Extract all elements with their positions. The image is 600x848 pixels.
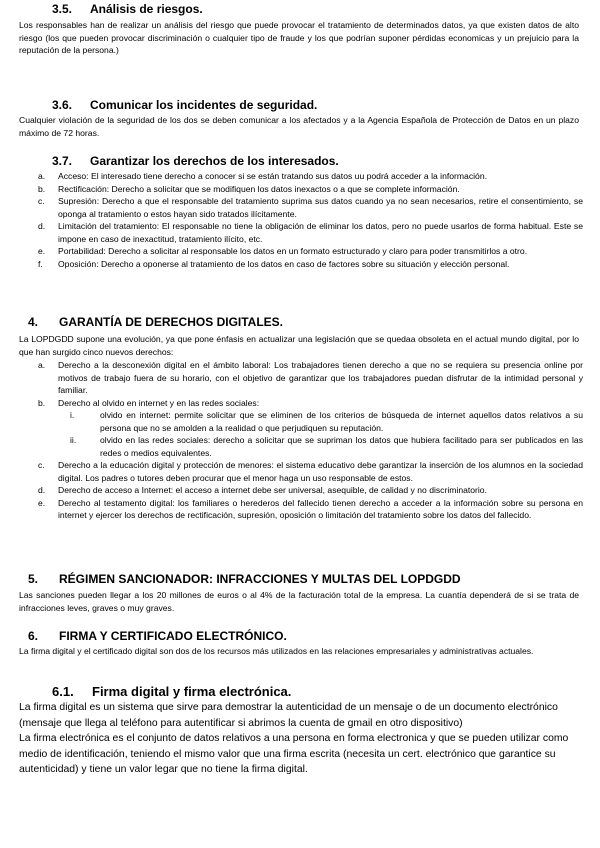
list-item-text: olvido en las redes sociales: derecho a solicitar que se supriman los datos que hubiera facilitado para ser publicados en las redes o medios equivalentes. (100, 435, 583, 458)
list-marker: a. (38, 171, 46, 181)
list-item (38, 497, 583, 522)
section-number: 6.1. (52, 684, 74, 699)
list-item (38, 195, 583, 220)
list-marker: c. (38, 460, 45, 470)
section-number: 4. (28, 315, 39, 329)
list-item-text: Derecho al olvido en internet y en las redes sociales: (58, 397, 260, 408)
section-body-3-5: Los responsables han de realizar un análisis del riesgo que puede provocar el tratamiento de determinados datos, ya que existen datos de alto riesgo (los que pueden provocar discriminación o cualquier tipo de fraude y los que podrían suponer pérdidas economicas y un prejuicio para la reputación de la persona.) (19, 20, 579, 55)
list-item (38, 258, 583, 271)
list-marker: i. (70, 410, 75, 420)
list-marker: b. (38, 397, 46, 408)
section-number: 5. (28, 572, 39, 586)
list-item (38, 459, 583, 484)
section-body-3-6: Cualquier violación de la seguridad de los dos se deben comunicar a los afectados y a la Agencia Española de Protección de Datos en un plazo máximo de 72 horas. (19, 115, 579, 138)
list-marker: e. (38, 497, 46, 508)
list-item-text: Derecho a la desconexión digital en el ámbito laboral: Los trabajadores tienen derecho a que no se requiera su presencia online por motivos de trabajo fuera de su horario, con el objetivo de garantizar que los trabajadores puedan disfrutar de la intimidad personal y familiar. (58, 360, 583, 395)
list-item (38, 397, 583, 460)
list-item (38, 170, 583, 183)
section-title: Comunicar los incidentes de seguridad. (90, 98, 318, 112)
paragraph: La firma digital es un sistema que sirve para demostrar la autenticidad de un mensaje o de un documento electrónico (mensaje que llega al teléfono para autentificar si abrimos la cuenta de gmail en otro dispositivo) (19, 702, 558, 729)
list-marker: ii. (70, 435, 77, 445)
list-item (38, 183, 583, 196)
section-heading-3-6 (52, 98, 317, 112)
section-number: 3.7. (52, 154, 73, 168)
paragraph: La firma electrónica es el conjunto de datos relativos a una persona en forma electronica y que se pueden utilizar como medio de identificación, teniendo el mismo valor que una firma escrita (necesita un cert. electrónico que garantice su autenticidad) y tiene un valor legar que no tiene la firma digital. (19, 733, 569, 776)
list-marker: f. (38, 258, 43, 269)
sub-list-item (70, 409, 583, 434)
list-marker: e. (38, 246, 46, 256)
list-marker: d. (38, 221, 46, 231)
list-marker: d. (38, 485, 46, 495)
section-title: FIRMA Y CERTIFICADO ELECTRÓNICO. (59, 629, 287, 643)
section-heading-3-5 (52, 2, 203, 16)
section-number: 6. (28, 629, 39, 643)
section-title: Garantizar los derechos de los interesados. (90, 154, 339, 168)
section-title: Análisis de riesgos. (90, 2, 203, 16)
sub-list-item (70, 434, 583, 459)
list-item-text: Derecho al testamento digital: los familiares o herederos del fallecido tienen derecho a acceder a la información sobre su persona en internet y ejercer los derechos de rectificación, supresión, oposición o limitación del tratamiento sobre los datos del fallecido. (58, 497, 583, 520)
list-item-text: Portabilidad: Derecho a solicitar al responsable los datos en un formato estructurado y claro para poder transmitirlos a otro. (58, 246, 528, 256)
section-heading-6 (28, 629, 287, 643)
list-item (38, 245, 583, 258)
section-title: RÉGIMEN SANCIONADOR: INFRACCIONES Y MULTAS DEL LOPDGDD (59, 572, 461, 586)
section-body-6-1 (19, 700, 587, 778)
section-heading-5 (28, 572, 461, 586)
list-item-text: Rectificación: Derecho a solicitar que se modifiquen los datos inexactos o a que se complete información. (58, 183, 460, 194)
section-number: 3.6. (52, 98, 73, 112)
list-item-text: olvido en internet: permite solicitar que se eliminen de los criterios de búsqueda de internet aquellos datos relativos a su persona que no se amolden a la realidad o que perjudiquen su reputación. (100, 410, 583, 433)
list-item (38, 220, 583, 245)
list-item-text: Derecho de acceso a Internet: el acceso a internet debe ser universal, asequible, de calidad y no discriminatorio. (58, 485, 487, 495)
list-item-text: Derecho a la educación digital y protección de menores: el sistema educativo debe garantizar la inserción de los alumnos en la sociedad digital. Los padres o tutores deben procurar que el menor haga un uso responsable de estos. (58, 460, 583, 483)
rights-list (38, 170, 583, 270)
section-title: GARANTÍA DE DERECHOS DIGITALES. (59, 315, 284, 329)
section-body-6: La firma digital y el certificado digital son dos de los recursos más utilizados en las relaciones empresariales y administrativas actuales. (19, 646, 534, 656)
section-body-5: Las sanciones pueden llegar a los 20 millones de euros o al 4% de la facturación total de la empresa. La cuantía dependerá de si se trata de infracciones leves, graves o muy graves. (19, 590, 579, 613)
digital-rights-list (38, 359, 583, 522)
list-marker: b. (38, 183, 46, 194)
list-item-text: Supresión: Derecho a que el responsable del tratamiento suprima sus datos cuando ya no sean necesarios, retire el consentimiento, se oponga al tratamiento o estos hayan sido tratados ilícitamente. (58, 196, 583, 219)
list-item-text: Acceso: El interesado tiene derecho a conocer si se están tratando sus datos uu podrá acceder a la información. (58, 171, 487, 181)
list-item-text: Limitación del tratamiento: El responsable no tiene la obligación de eliminar los datos, pero no puede usarlos de forma habitual. Este se impone en caso de inexactitud, tratamiento ilícito, etc. (58, 221, 583, 244)
list-item (38, 484, 583, 497)
section-body-4: La LOPDGDD supone una evolución, ya que pone énfasis en actualizar una legislación que se quedaa obsoleta en el actual mundo digital, por lo que han surgido cinco nuevos derechos: (19, 334, 579, 357)
section-title: Firma digital y firma electrónica. (92, 684, 292, 699)
list-marker: a. (38, 360, 46, 370)
sub-list (58, 409, 583, 459)
list-item-text: Oposición: Derecho a oponerse al tratamiento de los datos en caso de factores sobre su situación y elección personal. (58, 258, 510, 269)
section-heading-4 (28, 315, 283, 329)
section-number: 3.5. (52, 2, 73, 16)
list-marker: c. (38, 196, 45, 206)
section-heading-3-7 (52, 154, 339, 168)
section-heading-6-1 (52, 684, 291, 699)
list-item (38, 359, 583, 397)
